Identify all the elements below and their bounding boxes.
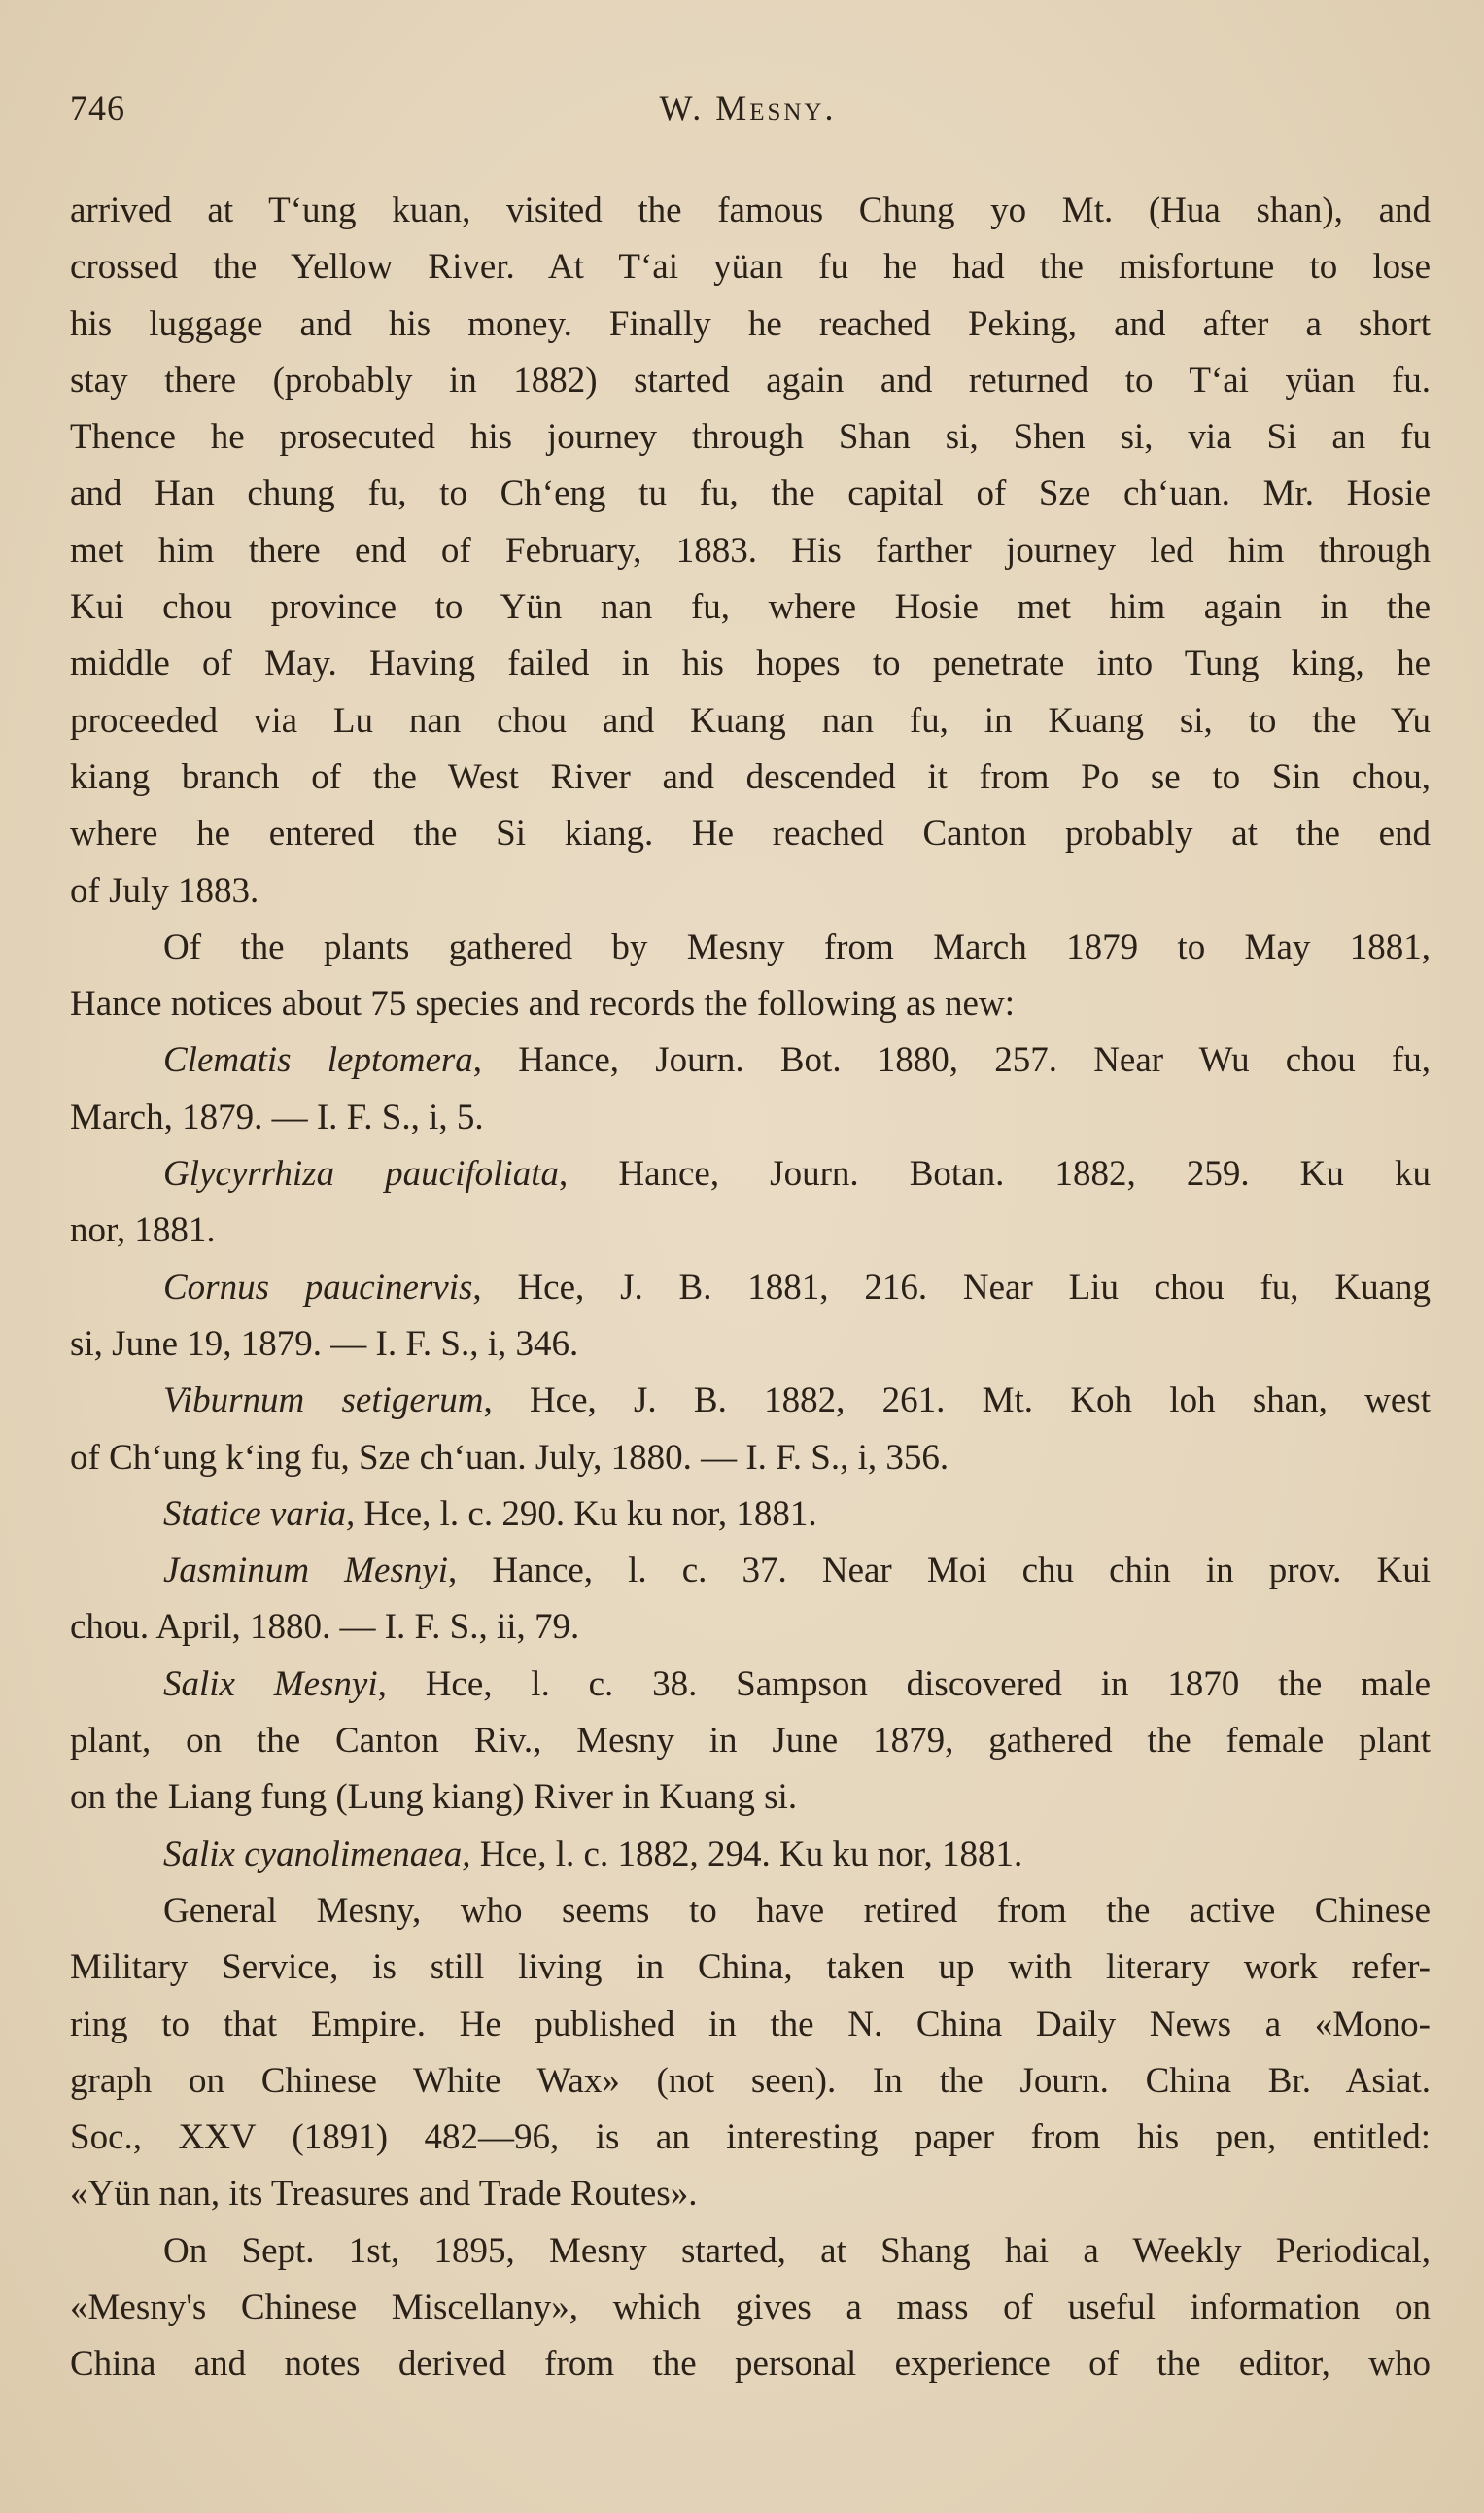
text-line [70, 1203, 1431, 1259]
text-segment: middle of May. Having failed in his hopes to penetrate into Tung king, he [70, 644, 1431, 684]
text-segment: si, June 19, 1879. — I. F. S., i, 346. [70, 1323, 579, 1364]
page-header [70, 87, 1426, 136]
text-line [70, 239, 1431, 296]
text-line [70, 976, 1431, 1032]
text-line [70, 2053, 1431, 2110]
text-line [70, 2336, 1431, 2392]
text-segment: of July 1883. [70, 870, 259, 911]
text-line [70, 466, 1431, 522]
text-segment: nor, 1881. [70, 1210, 216, 1251]
text-line [70, 2110, 1431, 2166]
text-line [70, 523, 1431, 579]
text-line [70, 863, 1431, 920]
text-line [70, 1146, 1431, 1203]
body-text [70, 183, 1431, 2393]
text-segment: General Mesny, who seems to have retired from the active Chinese [163, 1890, 1431, 1931]
text-segment: , Hance, l. c. 37. Near Moi chu chin in prov. Kui [447, 1551, 1432, 1591]
text-line [70, 1713, 1431, 1769]
text-line [70, 1657, 1431, 1713]
text-segment: met him there end of February, 1883. His farther journey led him through [70, 530, 1431, 571]
text-segment: kiang branch of the West River and descended it from Po se to Sin chou, [70, 756, 1431, 797]
text-segment: stay there (probably in 1882) started again and returned to Tʻai yüan fu. [70, 360, 1431, 401]
text-segment: «Yün nan, its Treasures and Trade Routes». [70, 2174, 698, 2215]
text-line [70, 2223, 1431, 2280]
text-segment: and Han chung fu, to Chʻeng tu fu, the capital of Sze chʻuan. Mr. Hosie [70, 473, 1431, 514]
text-segment: , Hance, Journ. Bot. 1880, 257. Near Wu chou fu, [472, 1040, 1431, 1081]
text-segment: his luggage and his money. Finally he reached Peking, and after a short [70, 303, 1431, 344]
text-line [70, 1486, 1431, 1543]
text-segment: Military Service, is still living in China, taken up with literary work refer- [70, 1947, 1431, 1988]
text-line [70, 1769, 1431, 1826]
species-name: Salix Mesnyi [163, 1663, 378, 1704]
text-line [70, 750, 1431, 806]
text-segment: Of the plants gathered by Mesny from March 1879 to May 1881, [163, 926, 1431, 967]
text-line [70, 579, 1431, 636]
text-segment: graph on Chinese White Wax» (not seen). In the Journ. China Br. Asiat. [70, 2060, 1431, 2101]
text-segment: «Mesny's Chinese Miscellany», which gives a mass of useful information on [70, 2286, 1431, 2327]
text-line [70, 2166, 1431, 2222]
text-line [70, 1373, 1431, 1429]
text-line [70, 297, 1431, 353]
text-line [70, 1260, 1431, 1316]
text-segment: crossed the Yellow River. At Tʻai yüan fu he had the misfortune to lose [70, 247, 1431, 288]
page-number: 746 [70, 88, 125, 127]
text-segment: , Hce, l. c. 38. Sampson discovered in 1870 the male [377, 1663, 1432, 1704]
text-segment: Thence he prosecuted his journey through Shan si, Shen si, via Si an fu [70, 417, 1431, 458]
text-segment: Kui chou province to Yün nan fu, where Hosie met him again in the [70, 587, 1431, 628]
species-name: Clematis leptomera [163, 1040, 473, 1081]
text-line [70, 183, 1431, 239]
text-segment: March, 1879. — I. F. S., i, 5. [70, 1097, 484, 1137]
species-name: Cornus paucinervis [163, 1267, 473, 1308]
species-name: Glycyrrhiza paucifoliata [163, 1154, 559, 1195]
text-segment: Hce, l. c. 1882, 294. Ku ku nor, 1881. [470, 1833, 1023, 1874]
text-line [70, 920, 1431, 976]
species-name: Statice varia, [163, 1493, 356, 1534]
text-line [70, 806, 1431, 862]
text-segment: China and notes derived from the personal experience of the editor, who [70, 2344, 1431, 2385]
text-segment: arrived at Tʻung kuan, visited the famous Chung yo Mt. (Hua shan), and [70, 191, 1431, 230]
text-line [70, 1997, 1431, 2053]
text-segment: where he entered the Si kiang. He reached Canton probably at the end [70, 814, 1431, 855]
text-line [70, 409, 1431, 466]
text-segment: ring to that Empire. He published in the N. China Daily News a «Mono- [70, 2004, 1431, 2044]
text-line [70, 1090, 1431, 1146]
text-line [70, 693, 1431, 750]
species-name: Jasminum Mesnyi [163, 1551, 448, 1591]
text-segment: , Hance, Journ. Botan. 1882, 259. Ku ku [559, 1154, 1431, 1195]
text-line [70, 636, 1431, 692]
text-segment: , Hce, J. B. 1882, 261. Mt. Koh loh shan, west [483, 1380, 1431, 1421]
text-line [70, 1599, 1431, 1656]
text-segment: Hance notices about 75 species and records the following as new: [70, 984, 1015, 1025]
text-line [70, 1032, 1431, 1089]
text-line [70, 353, 1431, 409]
text-line [70, 1430, 1431, 1486]
species-name: Viburnum setigerum [163, 1380, 484, 1421]
text-segment: of Chʻung kʻing fu, Sze chʻuan. July, 1880. — I. F. S., i, 356. [70, 1437, 949, 1478]
text-line [70, 1939, 1431, 1996]
text-segment: On Sept. 1st, 1895, Mesny started, at Shang hai a Weekly Periodical, [163, 2230, 1431, 2271]
text-segment: on the Liang fung (Lung kiang) River in Kuang si. [70, 1777, 798, 1818]
text-line [70, 1827, 1431, 1883]
text-line [70, 1543, 1431, 1599]
text-segment: chou. April, 1880. — I. F. S., ii, 79. [70, 1607, 580, 1648]
text-segment: proceeded via Lu nan chou and Kuang nan fu, in Kuang si, to the Yu [70, 700, 1431, 741]
text-segment: , Hce, J. B. 1881, 216. Near Liu chou fu, Kuang [472, 1267, 1431, 1308]
text-line [70, 1316, 1431, 1373]
text-line [70, 1883, 1431, 1939]
text-segment: Hce, l. c. 290. Ku ku nor, 1881. [355, 1493, 817, 1534]
text-line [70, 2280, 1431, 2336]
text-segment: Soc., XXV (1891) 482—96, is an interesting paper from his pen, entitled: [70, 2117, 1431, 2158]
running-head: W. Mesny. [659, 88, 837, 127]
species-name: Salix cyanolimenaea, [163, 1833, 471, 1874]
text-segment: plant, on the Canton Riv., Mesny in June 1879, gathered the female plant [70, 1721, 1431, 1762]
